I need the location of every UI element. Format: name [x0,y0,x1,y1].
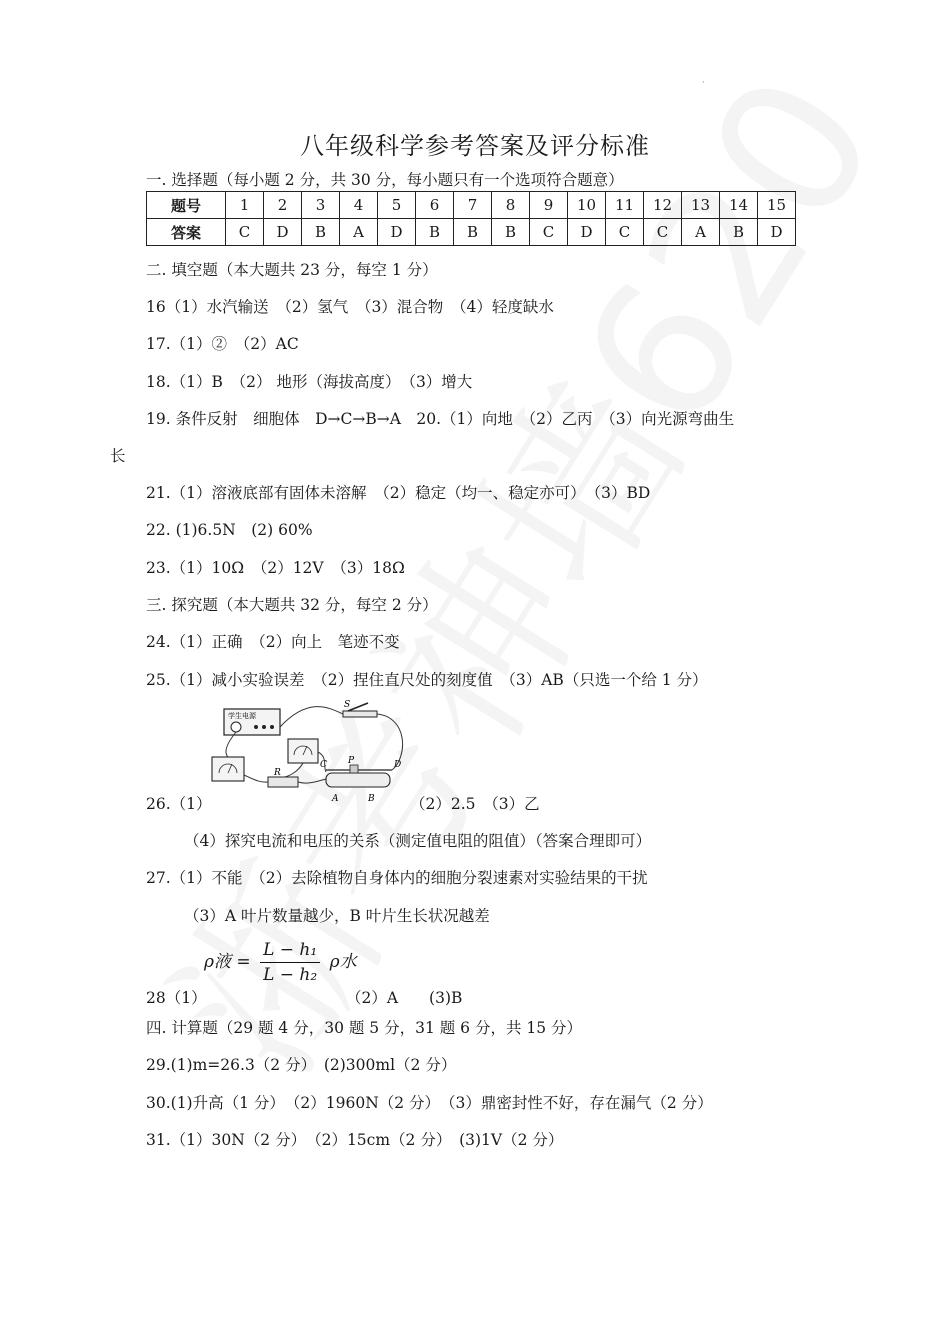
answer-q27: 27.（1）不能 （2）去除植物自身体内的细胞分裂速素对实验结果的干扰 [146,869,648,887]
table-cell: 14 [720,192,758,219]
table-cell: C [606,219,644,246]
scan-dot: · [702,78,705,87]
answer-q31: 31.（1）30N（2 分） （2）15cm（2 分） (3)1V（2 分） [146,1131,564,1149]
answer-q20-continued: 长 [110,447,126,465]
answer-q19-q20: 19. 条件反射 细胞体 D→C→B→A 20.（1）向地 （2）乙丙 （3）向光源弯曲生 [146,410,735,428]
table-cell: D [264,219,302,246]
answer-q16: 16（1）水汽输送 （2）氢气 （3）混合物 （4）轻度缺水 [146,298,554,316]
answer-q26-rest: （2）2.5 （3）乙 [410,795,540,813]
table-cell: 10 [568,192,606,219]
switch-icon [343,711,377,717]
table-cell: C [226,219,264,246]
answer-q22: 22. (1)6.5N (2) 60% [146,521,313,539]
formula-numerator: L − h₁ [260,940,320,963]
resistor-icon [268,777,298,787]
row-label-answer: 答案 [147,219,226,246]
table-row-answers [147,219,796,246]
table-cell: 9 [530,192,568,219]
multiple-choice-answer-table [146,191,796,246]
section4-heading: 四. 计算题（29 题 4 分，30 题 5 分，31 题 6 分，共 15 分） [146,1019,583,1037]
table-cell: 7 [454,192,492,219]
terminal-a-label: A [332,794,339,804]
table-cell: C [644,219,682,246]
formula-rhs: ρ水 [329,952,357,972]
table-cell: 6 [416,192,454,219]
table-cell: 15 [758,192,796,219]
table-cell: 4 [340,192,378,219]
formula-denominator: L − h₂ [263,965,318,985]
table-cell: 2 [264,192,302,219]
terminal-c-label: C [320,760,327,770]
answer-q17: 17.（1）② （2）AC [146,335,299,353]
row-label-number: 题号 [147,192,226,219]
table-cell: B [302,219,340,246]
table-cell: D [568,219,606,246]
terminal-b-label: B [368,794,375,804]
table-cell: B [492,219,530,246]
table-cell: 3 [302,192,340,219]
table-cell: 8 [492,192,530,219]
formula-fraction [260,940,320,985]
table-cell: B [720,219,758,246]
power-supply-label: 学生电源 [228,712,256,720]
table-cell: D [378,219,416,246]
table-cell: 12 [644,192,682,219]
section2-heading: 二. 填空题（本大题共 23 分，每空 1 分） [146,261,438,279]
table-cell: 11 [606,192,644,219]
switch-label: S [344,700,351,710]
table-cell: 1 [226,192,264,219]
table-cell: 13 [682,192,720,219]
voltmeter-icon [288,739,318,763]
table-cell: A [682,219,720,246]
rheostat-icon [326,773,390,787]
slider-p-label: P [348,756,355,766]
answer-q24: 24.（1）正确 （2）向上 笔迹不变 [146,633,400,651]
answer-q30: 30.(1)升高（1 分） （2）1960N（2 分） （3）鼎密封性不好，存在漏气（2 分） [146,1094,713,1112]
terminal-d-label: D [394,760,402,770]
answer-q27-part3: （3）A 叶片数量越少，B 叶片生长状况越差 [184,907,490,925]
answer-q29: 29.(1)m=26.3（2 分） (2)300ml（2 分） [146,1056,457,1074]
table-cell: B [454,219,492,246]
answer-q28-rest: （2）A (3)B [346,989,463,1007]
table-cell: C [530,219,568,246]
answer-q18: 18.（1）B （2） 地形（海拔高度） （3）增大 [146,373,473,391]
answer-q28-prefix: 28（1） [146,989,207,1007]
table-cell: 5 [378,192,416,219]
resistor-label: R [274,768,281,778]
table-cell: D [758,219,796,246]
ammeter-icon [212,757,244,781]
answer-q26-part4: （4）探究电流和电压的关系（测定值电阻的阻值）（答案合理即可） [184,832,652,850]
page-title: 八年级科学参考答案及评分标准 [300,132,650,160]
section1-heading: 一. 选择题（每小题 2 分，共 30 分，每小题只有一个选项符合题意） [146,171,624,189]
answer-q26-prefix: 26.（1） [146,795,212,813]
answer-q25: 25.（1）减小实验误差 （2）捏住直尺处的刻度值 （3）AB（只选一个给 1 分） [146,671,708,689]
table-row-numbers [147,192,796,219]
answer-q23: 23.（1）10Ω （2）12V （3）18Ω [146,559,405,577]
table-cell: B [416,219,454,246]
section3-heading: 三. 探究题（本大题共 32 分，每空 2 分） [146,596,438,614]
answer-q21: 21.（1）溶液底部有固体未溶解 （2）稳定（均一、稳定亦可） （3）BD [146,484,651,502]
table-cell: A [340,219,378,246]
formula-lhs: ρ液 = [204,952,251,972]
density-formula [204,940,357,985]
